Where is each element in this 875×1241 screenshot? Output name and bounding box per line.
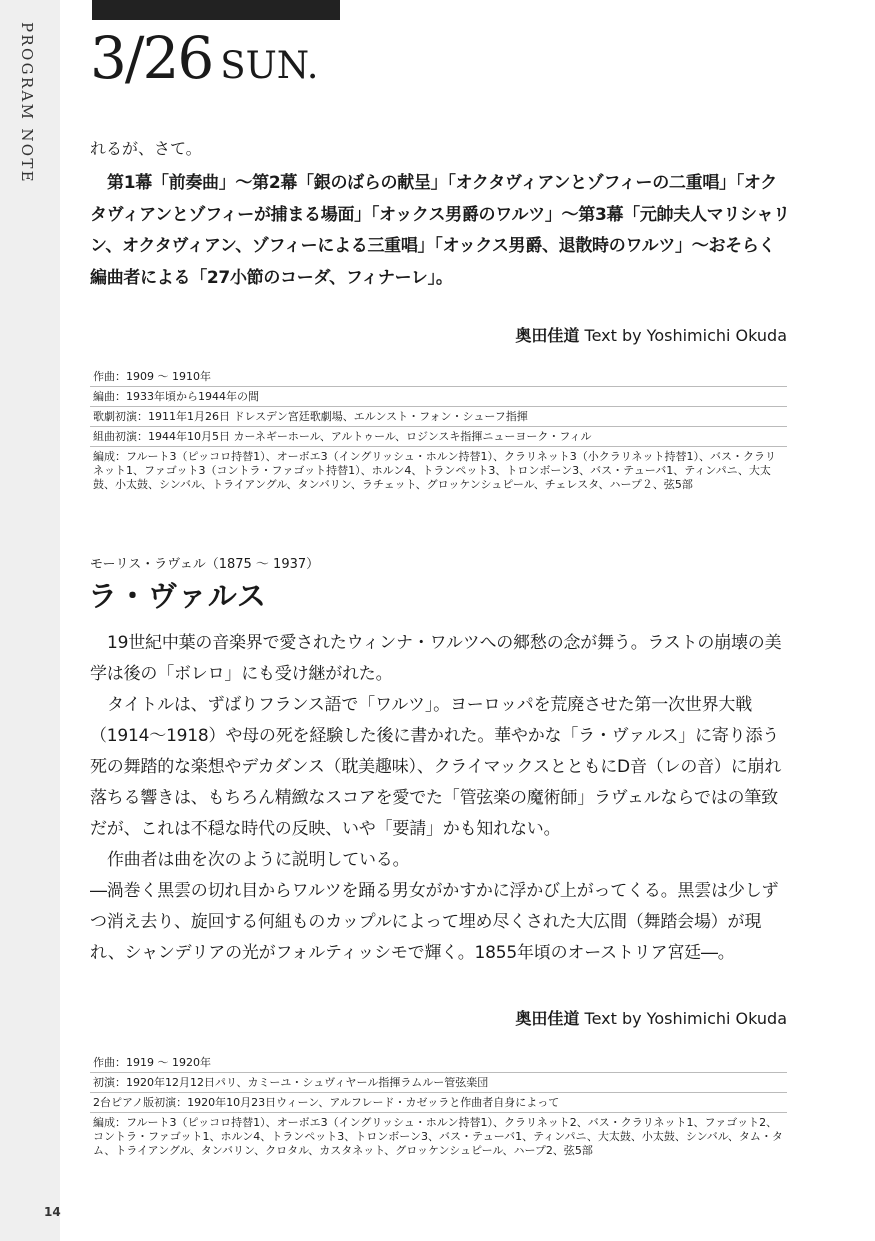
sidebar [0, 0, 60, 1241]
table-row [90, 367, 787, 387]
author-credit [515, 323, 787, 346]
program-note-body [90, 628, 790, 969]
author-byline: Text by Yoshimichi Okuda [584, 326, 787, 345]
info-instrumentation: 編成：フルート3（ピッコロ持替1）、オーボエ3（イングリッシュ・ホルン持替1）、クラリネット3（小クラリネット持替1）、バス・クラリネット1、ファゴット3（コントラ・ファゴット持替1）、ホルン4、トランペット3、トロンボーン3、バス・テューバ1、ティンパニ、大太鼓、小太鼓、シンバル、トライアングル、タンバリン、ラチェット、グロッケンシュピール、チェレスタ、ハープ２、弦5部 [90, 447, 787, 495]
work-info-table [90, 1053, 787, 1160]
body-paragraph: 作曲者は曲を次のように説明している。 [107, 850, 410, 870]
author-name: 奥田佳道 [515, 326, 580, 345]
info-instrumentation: 編成：フルート3（ピッコロ持替1）、オーボエ3（イングリッシュ・ホルン持替1）、クラリネット2、バス・クラリネット1、ファゴット2、コントラ・ファゴット1、ホルン4、トランペット3、トロンボーン3、バス・テューバ1、ティンパニ、大太鼓、小太鼓、シンバル、タム・タム、トライアングル、タンバリン、クロタル、カスタネット、グロッケンシュピール、ハープ2、弦5部 [90, 1113, 787, 1161]
info-piano-premiere: 2台ピアノ版初演：1920年10月23日ウィーン、アルフレード・カゼッラと作曲者自身によって [90, 1093, 787, 1113]
info-opera-premiere: 歌劇初演：1911年1月26日 ドレスデン宮廷歌劇場、エルンスト・フォン・シューフ指揮 [90, 407, 787, 427]
info-composed: 作曲：1919 ～ 1920年 [93, 1056, 211, 1069]
info-premiere: 初演：1920年12月12日パリ、カミーユ・シュヴィヤール指揮ラムルー管弦楽団 [90, 1073, 787, 1093]
author-byline: Text by Yoshimichi Okuda [584, 1009, 787, 1028]
table-row [90, 1053, 787, 1073]
info-suite-premiere: 組曲初演：1944年10月5日 カーネギーホール、アルトゥール、ロジンスキ指揮ニューヨーク・フィル [90, 427, 787, 447]
table-row [90, 387, 787, 407]
table-row [90, 407, 787, 427]
concert-date [90, 24, 319, 92]
date-weekday: SUN. [220, 44, 319, 87]
work-title: ラ・ヴァルス [88, 579, 267, 613]
composer-quote: ―渦巻く黒雲の切れ目からワルツを踊る男女がかすかに浮かび上がってくる。黒雲は少しずつ消え去り、旋回する何組ものカップルによって埋め尽くされた大広間（舞踏会場）が現れ、シャンデリアの光がフォルティッシモで輝く。1855年頃のオーストリア宮廷―。 [90, 881, 779, 963]
page-number: 14 [44, 1205, 61, 1219]
info-composed: 作曲：1909 ～ 1910年 [93, 370, 211, 383]
date-number: 3/26 [90, 24, 213, 92]
composer-name: モーリス・ラヴェル（1875 ～ 1937） [90, 557, 320, 572]
header-bar [92, 0, 340, 20]
section-label: PROGRAM NOTE [18, 22, 36, 184]
intro-text: れるが、さて。 [90, 139, 202, 158]
table-row [90, 1113, 787, 1161]
table-row [90, 447, 787, 495]
body-paragraph: タイトルは、ずばりフランス語で「ワルツ」。ヨーロッパを荒廃させた第一次世界大戦（1914～1918）や母の死を経験した後に書かれた。華やかな「ラ・ヴァルス」に寄り添う死の舞踏的な楽想やデカダンス（耽美趣味）、クライマックスとともにD音（レの音）に崩れ落ちる響きは、もちろん精緻なスコアを愛でた「管弦楽の魔術師」ラヴェルならではの筆致だが、これは不穏な時代の反映、いや「要請」かも知れない。 [90, 695, 782, 839]
track-list: 第1幕「前奏曲」～第2幕「銀のばらの献呈」「オクタヴィアンとゾフィーの二重唱」「オクタヴィアンとゾフィーが捕まる場面」「オックス男爵のワルツ」～第3幕「元帥夫人マリシャリン、オクタヴィアン、ゾフィーによる三重唱」「オックス男爵、退散時のワルツ」～おそらく編曲者による「27小節のコーダ、フィナーレ」。 [90, 173, 790, 288]
body-paragraph: 19世紀中葉の音楽界で愛されたウィンナ・ワルツへの郷愁の念が舞う。ラストの崩壊の美学は後の「ボレロ」にも受け継がれた。 [90, 633, 782, 684]
table-row [90, 1073, 787, 1093]
info-arranged: 編曲：1933年頃から1944年の間 [90, 387, 787, 407]
table-row [90, 427, 787, 447]
table-row [90, 1093, 787, 1113]
work-info-table [90, 367, 787, 494]
author-name: 奥田佳道 [515, 1009, 580, 1028]
author-credit [515, 1006, 787, 1029]
